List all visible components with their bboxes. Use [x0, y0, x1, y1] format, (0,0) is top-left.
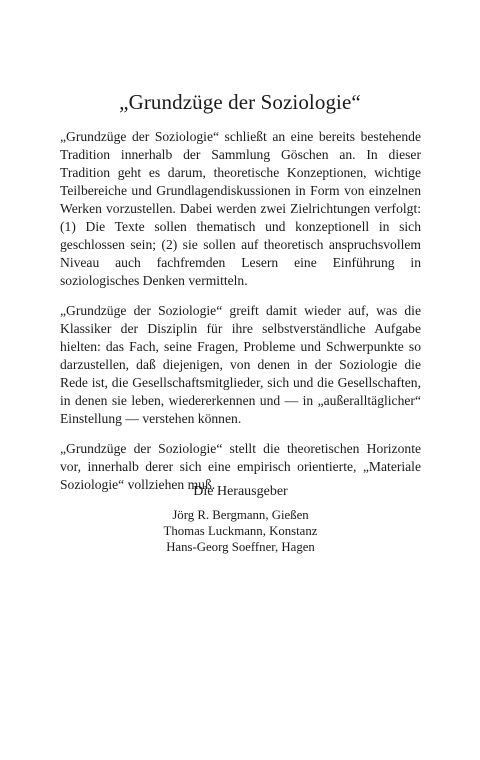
page-title: „Grundzüge der Soziologie“: [119, 90, 361, 114]
body-text: [60, 128, 421, 506]
paragraph-classics: „Grundzüge der Soziologie“ greift damit wieder auf, was die Klassiker der Disziplin für ihre selbstverständliche Aufgabe hielten: das Fach, seine Fragen, Probleme und Schwerpunkte so darzustellen, daß diejenigen, von denen in der Soziologie die Rede ist, die Gesellschaftsmitglieder, sich und die Gesellschaften, in denen sie leben, wiedererkennen und — in „außeralltäglicher“ Einstellung — verstehen können.: [60, 303, 421, 426]
editor-list: [60, 507, 421, 555]
signature-heading: Die Herausgeber: [193, 484, 288, 499]
editors-signature: [60, 483, 421, 555]
paragraph-intro: „Grundzüge der Soziologie“ schließt an eine bereits bestehende Tradition innerhalb der Sammlung Göschen an. In dieser Tradition geht es darum, theoretische Konzeptionen, wichtige Teilbereiche und Grundlagendiskussionen in Form von einzelnen Werken vorzustellen. Dabei werden zwei Zielrichtungen verfolgt: (1) Die Texte sollen thematisch und konzeptionell in sich geschlossen sein; (2) sie sollen auf theoretisch anspruchsvollem Niveau auch fachfremden Lesern eine Einführung in soziologisches Denken vermitteln.: [60, 129, 421, 288]
paragraph-horizons: „Grundzüge der Soziologie“ stellt die theoretischen Horizonte vor, innerhalb derer sich eine empirisch orientierte, „Materiale Soziologie“ vollziehen muß.: [60, 441, 421, 492]
editor-name: Hans-Georg Soeffner, Hagen: [166, 540, 315, 554]
editor-name: Jörg R. Bergmann, Gießen: [172, 508, 309, 522]
editor-name: Thomas Luckmann, Konstanz: [163, 524, 318, 538]
